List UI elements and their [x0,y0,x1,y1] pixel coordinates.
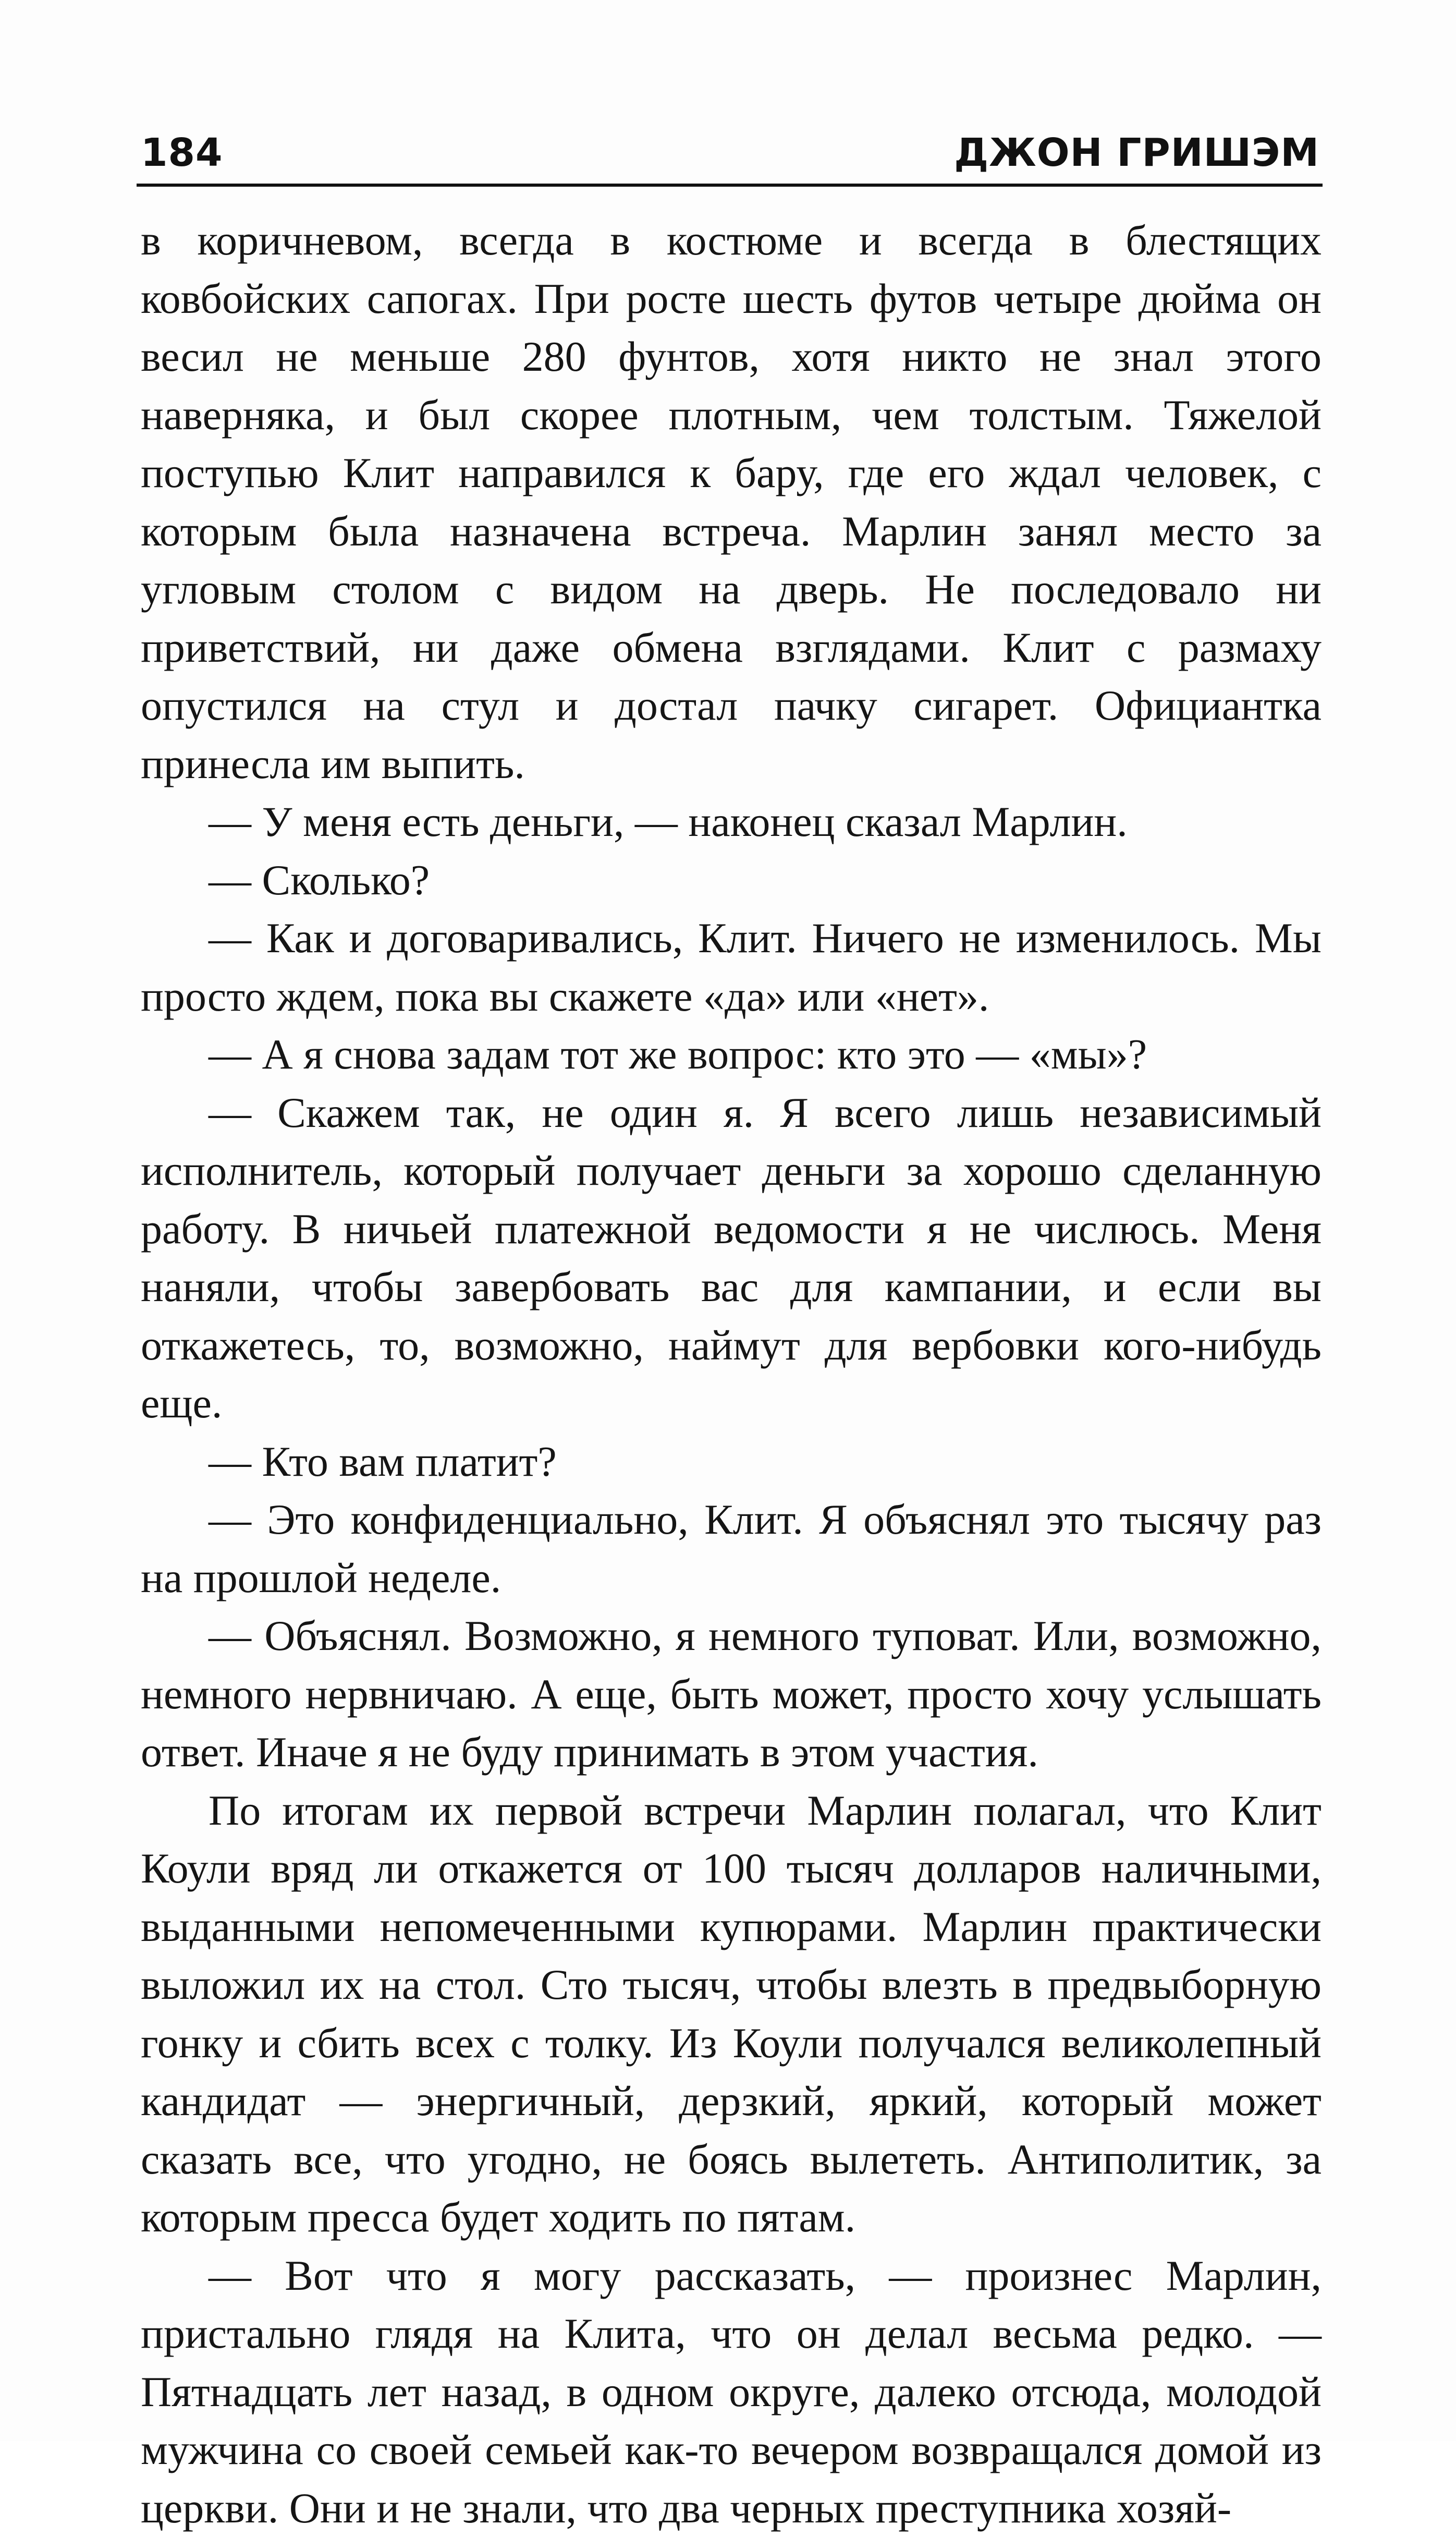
running-header [137,121,1323,187]
dialogue-line: — Скажем так, не один я. Я всего лишь независимый исполнитель, который получает деньги за хорошо сделанную работу. В ничьей платежной ведомости я не числюсь. Меня наняли, чтобы завербовать вас для кампании, и если вы откажетесь, то, возможно, наймут для вербовки кого-нибудь еще. [141,1084,1322,1433]
paragraph: По итогам их первой встречи Марлин полагал, что Клит Коули вряд ли откажется от 100 тысяч долларов наличными, выданными непомеченными купюрами. Марлин практически выложил их на стол. Сто тысяч, чтобы влезть в предвыборную гонку и сбить всех с толку. Из Коули получался великолепный кандидат — энергичный, дерзкий, яркий, который может сказать все, что угодно, не боясь вылететь. Антиполитик, за которым пресса будет ходить по пятам. [141,1781,1322,2247]
page-number: 184 [141,130,223,175]
paragraph: в коричневом, всегда в костюме и всегда в блестящих ковбойских сапогах. При росте шесть футов четыре дюйма он весил не меньше 280 фунтов, хотя никто не знал этого наверняка, и был скорее плотным, чем толстым. Тяжелой поступью Клит направился к бару, где его ждал человек, с которым была назначена встреча. Марлин занял место за угловым столом с видом на дверь. Не последовало ни приветствий, ни даже обмена взглядами. Клит с размаху опустился на стул и достал пачку сигарет. Официантка принесла им выпить. [141,211,1322,793]
dialogue-line: — У меня есть деньги, — наконец сказал Марлин. [141,793,1322,851]
running-title: ДЖОН ГРИШЭМ [954,130,1319,175]
dialogue-line: — Кто вам платит? [141,1433,1322,1491]
dialogue-line: — Вот что я могу рассказать, — произнес Марлин, пристально глядя на Клита, что он делал весьма редко. — Пятнадцать лет назад, в одном округе, далеко отсюда, молодой мужчина со своей семьей как-то вечером возвращался домой из церкви. Они и не знали, что два черных преступника хозяй- [141,2247,1322,2537]
dialogue-line: — Это конфиденциально, Клит. Я объяснял это тысячу раз на прошлой неделе. [141,1490,1322,1607]
dialogue-line: — Сколько? [141,851,1322,909]
dialogue-line: — Объяснял. Возможно, я немного туповат. Или, возможно, немного нервничаю. А еще, быть может, просто хочу услышать ответ. Иначе я не буду принимать в этом участия. [141,1607,1322,1781]
dialogue-line: — А я снова задам тот же вопрос: кто это — «мы»? [141,1025,1322,1084]
dialogue-line: — Как и договаривались, Клит. Ничего не изменилось. Мы просто ждем, пока вы скажете «да» или «нет». [141,909,1322,1025]
body-text [141,211,1322,2537]
